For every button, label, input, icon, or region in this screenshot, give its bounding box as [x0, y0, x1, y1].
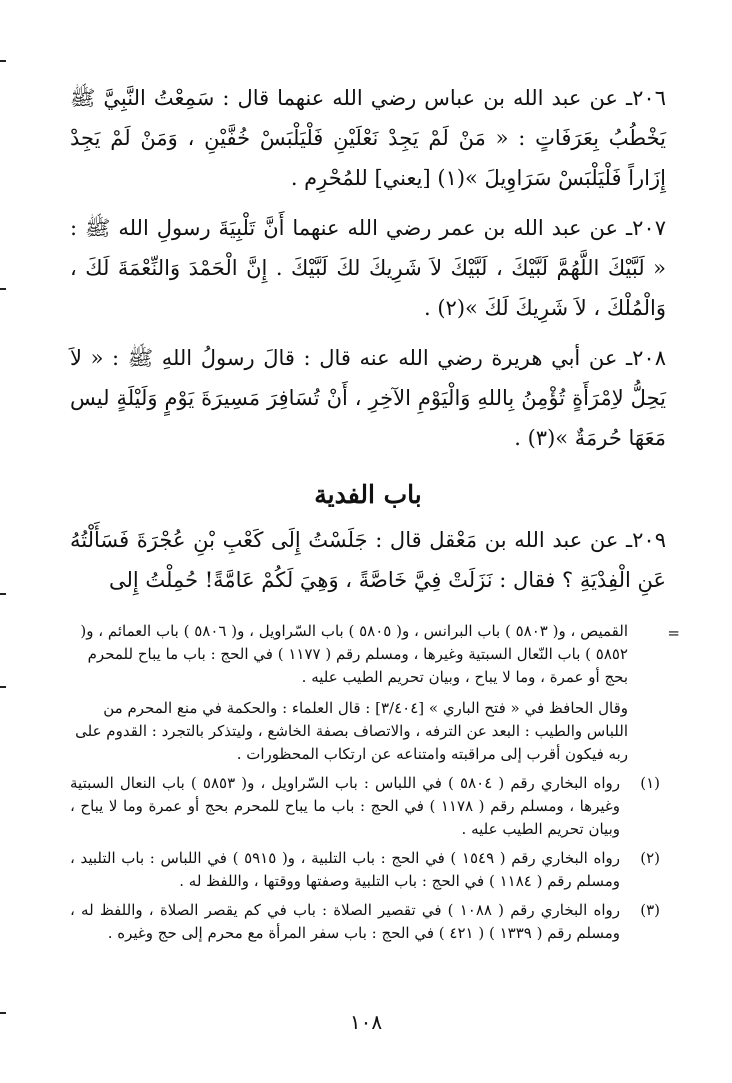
footnote-text: رواه البخاري رقم ( ١٥٤٩ ) في الحج : باب التلبية ، و( ٥٩١٥ ) في اللباس : باب التلبيد ، ومسلم رقم ( ١١٨٤ ) في الحج : باب التلبية وصفتها ووقتها ، واللفظ له .: [70, 849, 620, 890]
footnote-text: رواه البخاري رقم ( ٥٨٠٤ ) في اللباس : باب السّراويل ، و( ٥٨٥٣ ) باب النعال السبتية وغيرها ، ومسلم رقم ( ١١٧٨ ) في الحج : باب ما يباح للمحرم بحج أو عمرة وما لا يباح ، وبيان تحريم الطيب عليه .: [70, 774, 620, 838]
footnote-number: (٣): [640, 901, 660, 919]
hadith-208: ٢٠٨ـ عن أبي هريرة رضي الله عنه قال : قالَ رسولُ اللهِ ﷺ : « لاَ يَحِلُّ لاِمْرَأَةٍ تُؤْمِنُ بِاللهِ وَالْيَوْمِ الآخِرِ ، أَنْ تُسَافِرَ مَسِيرَةَ يَوْمٍ وَلَيْلَةٍ ليس مَعَهَا حُرمَةٌ »(٣) .: [70, 346, 666, 450]
hadith-209: ٢٠٩ـ عن عبد الله بن مَعْقل قال : جَلَسْتُ إِلَى كَعْبِ بْنِ عُجْرَةَ فَسَأَلْتُهُ عَنِ الْفِدْيَةِ ؟ فقال : نَزَلَتْ فِيَّ خَاصَّةً ، وَهِيَ لَكُمْ عَامَّةً! حُمِلْتُ إِلى: [70, 528, 666, 592]
section-title: باب الفدية: [314, 480, 422, 509]
footnote-3: [70, 899, 660, 945]
hadith-207: ٢٠٧ـ عن عبد الله بن عمر رضي الله عنهما أَنَّ تَلْبِيَةَ رسولِ الله ﷺ : « لَبَّيْكَ اللَّهُمَّ لَبَّيْكَ ، لَبَّيْكَ لاَ شَرِيكَ لكَ لَبَّيْكَ . إِنَّ الْحَمْدَ وَالنِّعْمَةَ لَكَ ، وَالْمُلْكَ ، لاَ شَرِيكَ لَكَ »(٢) .: [70, 216, 666, 320]
footnote-number: (٢): [640, 849, 660, 867]
page-number: ١٠٨: [349, 1010, 383, 1034]
margin-mark: [0, 593, 6, 595]
margin-mark: [0, 686, 6, 688]
footnote-1: [70, 772, 660, 841]
margin-mark: [0, 60, 6, 62]
footnote-continuation-text: القميص ، و( ٥٨٠٣ ) باب البرانس ، و( ٥٨٠٥ ) باب السّراويل ، و( ٥٨٠٦ ) باب العمائم ، و( ٥٨٥٢ ) باب النّعال السبتية وغيرها ، ومسلم رقم ( ١١٧٧ ) في الحج : باب ما يباح للمحرم بحج أو عمرة ، وما لا يباح ، وبيان تحريم الطيب عليه .: [80, 622, 628, 686]
footnote-number: (١): [640, 774, 660, 792]
main-text: [70, 78, 666, 610]
footnote-continuation: [70, 620, 680, 766]
footnote-2: [70, 847, 660, 893]
continuation-marker: =: [667, 624, 680, 642]
footnotes: [70, 620, 680, 951]
footnote-commentary: وقال الحافظ في « فتح الباري » [٣/٤٠٤] : قال العلماء : والحكمة في منع المحرم من اللباس والطيب : البعد عن الترفه ، والاتصاف بصفة الخاشع ، وليتذكر بالتجرد : القدوم على ربه فيكون أقرب إلى مراقبته وامتناعه عن ارتكاب المحظورات .: [75, 699, 628, 763]
hadith-206: ٢٠٦ـ عن عبد الله بن عباس رضي الله عنهما قال : سَمِعْتُ النَّبِيَّ ﷺ يَخْطُبُ بِعَرَفَاتٍ : « مَنْ لَمْ يَجِدْ نَعْلَيْنِ فَلْيَلْبَسْ خُفَّيْنِ ، وَمَنْ لَمْ يَجِدْ إِزَاراً فَلْيَلْبَسْ سَرَاوِيلَ »(١) [يعني] للمُحْرِم .: [70, 86, 666, 190]
footnote-text: رواه البخاري رقم ( ١٠٨٨ ) في تقصير الصلاة : باب في كم يقصر الصلاة ، واللفظ له ، ومسلم رقم ( ١٣٣٩ ) ( ٤٢١ ) في الحج : باب سفر المرأة مع محرم إلى حج وغيره .: [70, 901, 620, 942]
margin-mark: [0, 288, 6, 290]
